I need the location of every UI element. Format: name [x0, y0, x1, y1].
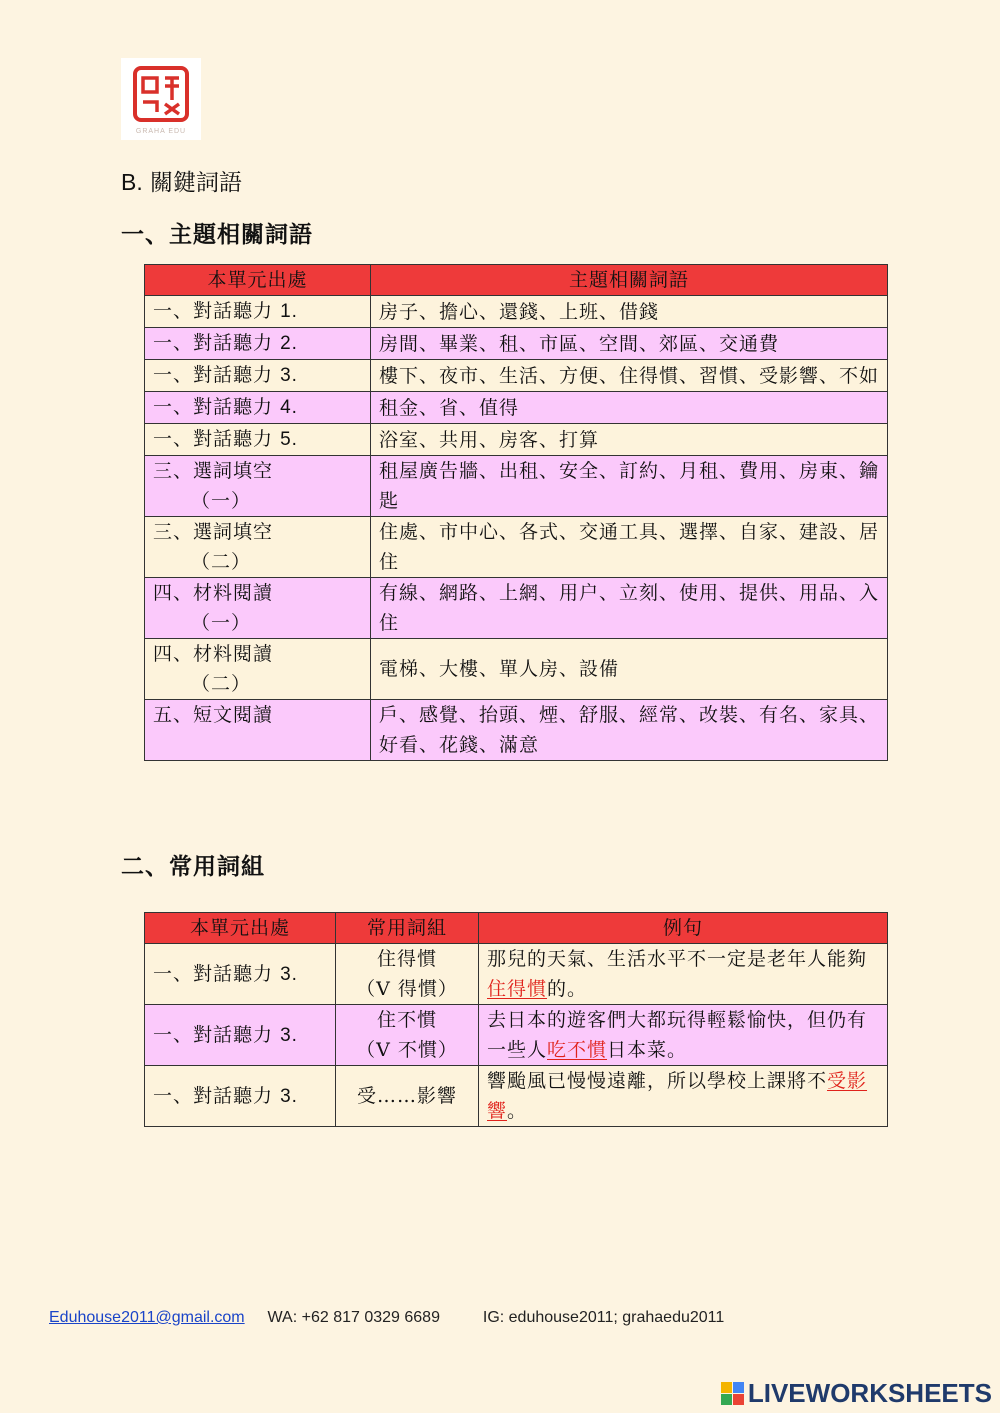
highlighted-phrase: 吃不慣 — [547, 1039, 608, 1061]
table-row: 三、選詞填空 （一） 租屋廣告牆、出租、安全、訂約、月租、費用、房東、鑰匙 — [145, 456, 888, 517]
table-header-phrase: 常用詞組 — [336, 913, 479, 944]
highlighted-phrase: 住得慣 — [487, 978, 548, 1000]
table-row: 一、對話聽力 4. 租金、省、值得 — [145, 392, 888, 424]
table-header-source: 本單元出處 — [145, 913, 336, 944]
table-row: 一、對話聽力 3. 受……影響 響颱風已慢慢遠離，所以學校上課將不受影響。 — [145, 1066, 888, 1127]
liveworksheets-logo-icon — [721, 1382, 744, 1405]
theme-words-table — [144, 264, 888, 761]
section-b-title — [121, 164, 242, 197]
liveworksheets-brand: LIVEWORKSHEETS — [721, 1378, 992, 1408]
table-row: 四、材料閱讀 （一） 有線、網路、上網、用户、立刻、使用、提供、用品、入住 — [145, 578, 888, 639]
part1-heading: 一、主題相關詞語 — [121, 221, 313, 248]
section-title: 關鍵詞語 — [150, 170, 243, 196]
table-row: 一、對話聽力 3. 樓下、夜市、生活、方便、住得慣、習慣、受影響、不如 — [145, 360, 888, 392]
footer — [49, 1309, 724, 1327]
whatsapp-contact: WA: +62 817 0329 6689 — [267, 1309, 440, 1326]
table-header-source: 本單元出處 — [145, 265, 371, 296]
table-row: 一、對話聽力 3. 住得慣 （V 得慣） 那兒的天氣、生活水平不一定是老年人能夠住得慣的。 — [145, 944, 888, 1005]
email-link[interactable]: Eduhouse2011@gmail.com — [49, 1309, 245, 1326]
part2-heading: 二、常用詞組 — [121, 853, 265, 880]
section-letter: B. — [121, 169, 143, 195]
table-row: 一、對話聽力 1. 房子、擔心、還錢、上班、借錢 — [145, 296, 888, 328]
highlighted-phrase: 受影響 — [487, 1070, 868, 1122]
table-row: 一、對話聽力 5. 浴室、共用、房客、打算 — [145, 424, 888, 456]
table-header-words: 主題相關詞語 — [371, 265, 888, 296]
svg-text:GRAHA EDU: GRAHA EDU — [135, 128, 187, 135]
instagram-contact: IG: eduhouse2011; grahaedu2011 — [482, 1309, 725, 1326]
table-row: 四、材料閱讀 （二） 電梯、大樓、單人房、設備 — [145, 639, 888, 700]
graha-edu-seal-icon — [121, 58, 201, 140]
table-row: 一、對話聽力 3. 住不慣 （V 不慣） 去日本的遊客們大都玩得輕鬆愉快，但仍有一些人吃不慣日本菜。 — [145, 1005, 888, 1066]
logo — [121, 58, 201, 140]
table-row: 一、對話聽力 2. 房間、畢業、租、市區、空間、郊區、交通費 — [145, 328, 888, 360]
table-header-example: 例句 — [479, 913, 888, 944]
common-phrases-table — [144, 912, 888, 1127]
table-row: 三、選詞填空 （二） 住處、市中心、各式、交通工具、選擇、自家、建設、居住 — [145, 517, 888, 578]
table-row: 五、短文閱讀 戶、感覺、抬頭、煙、舒服、經常、改裝、有名、家具、好看、花錢、滿意 — [145, 700, 888, 761]
